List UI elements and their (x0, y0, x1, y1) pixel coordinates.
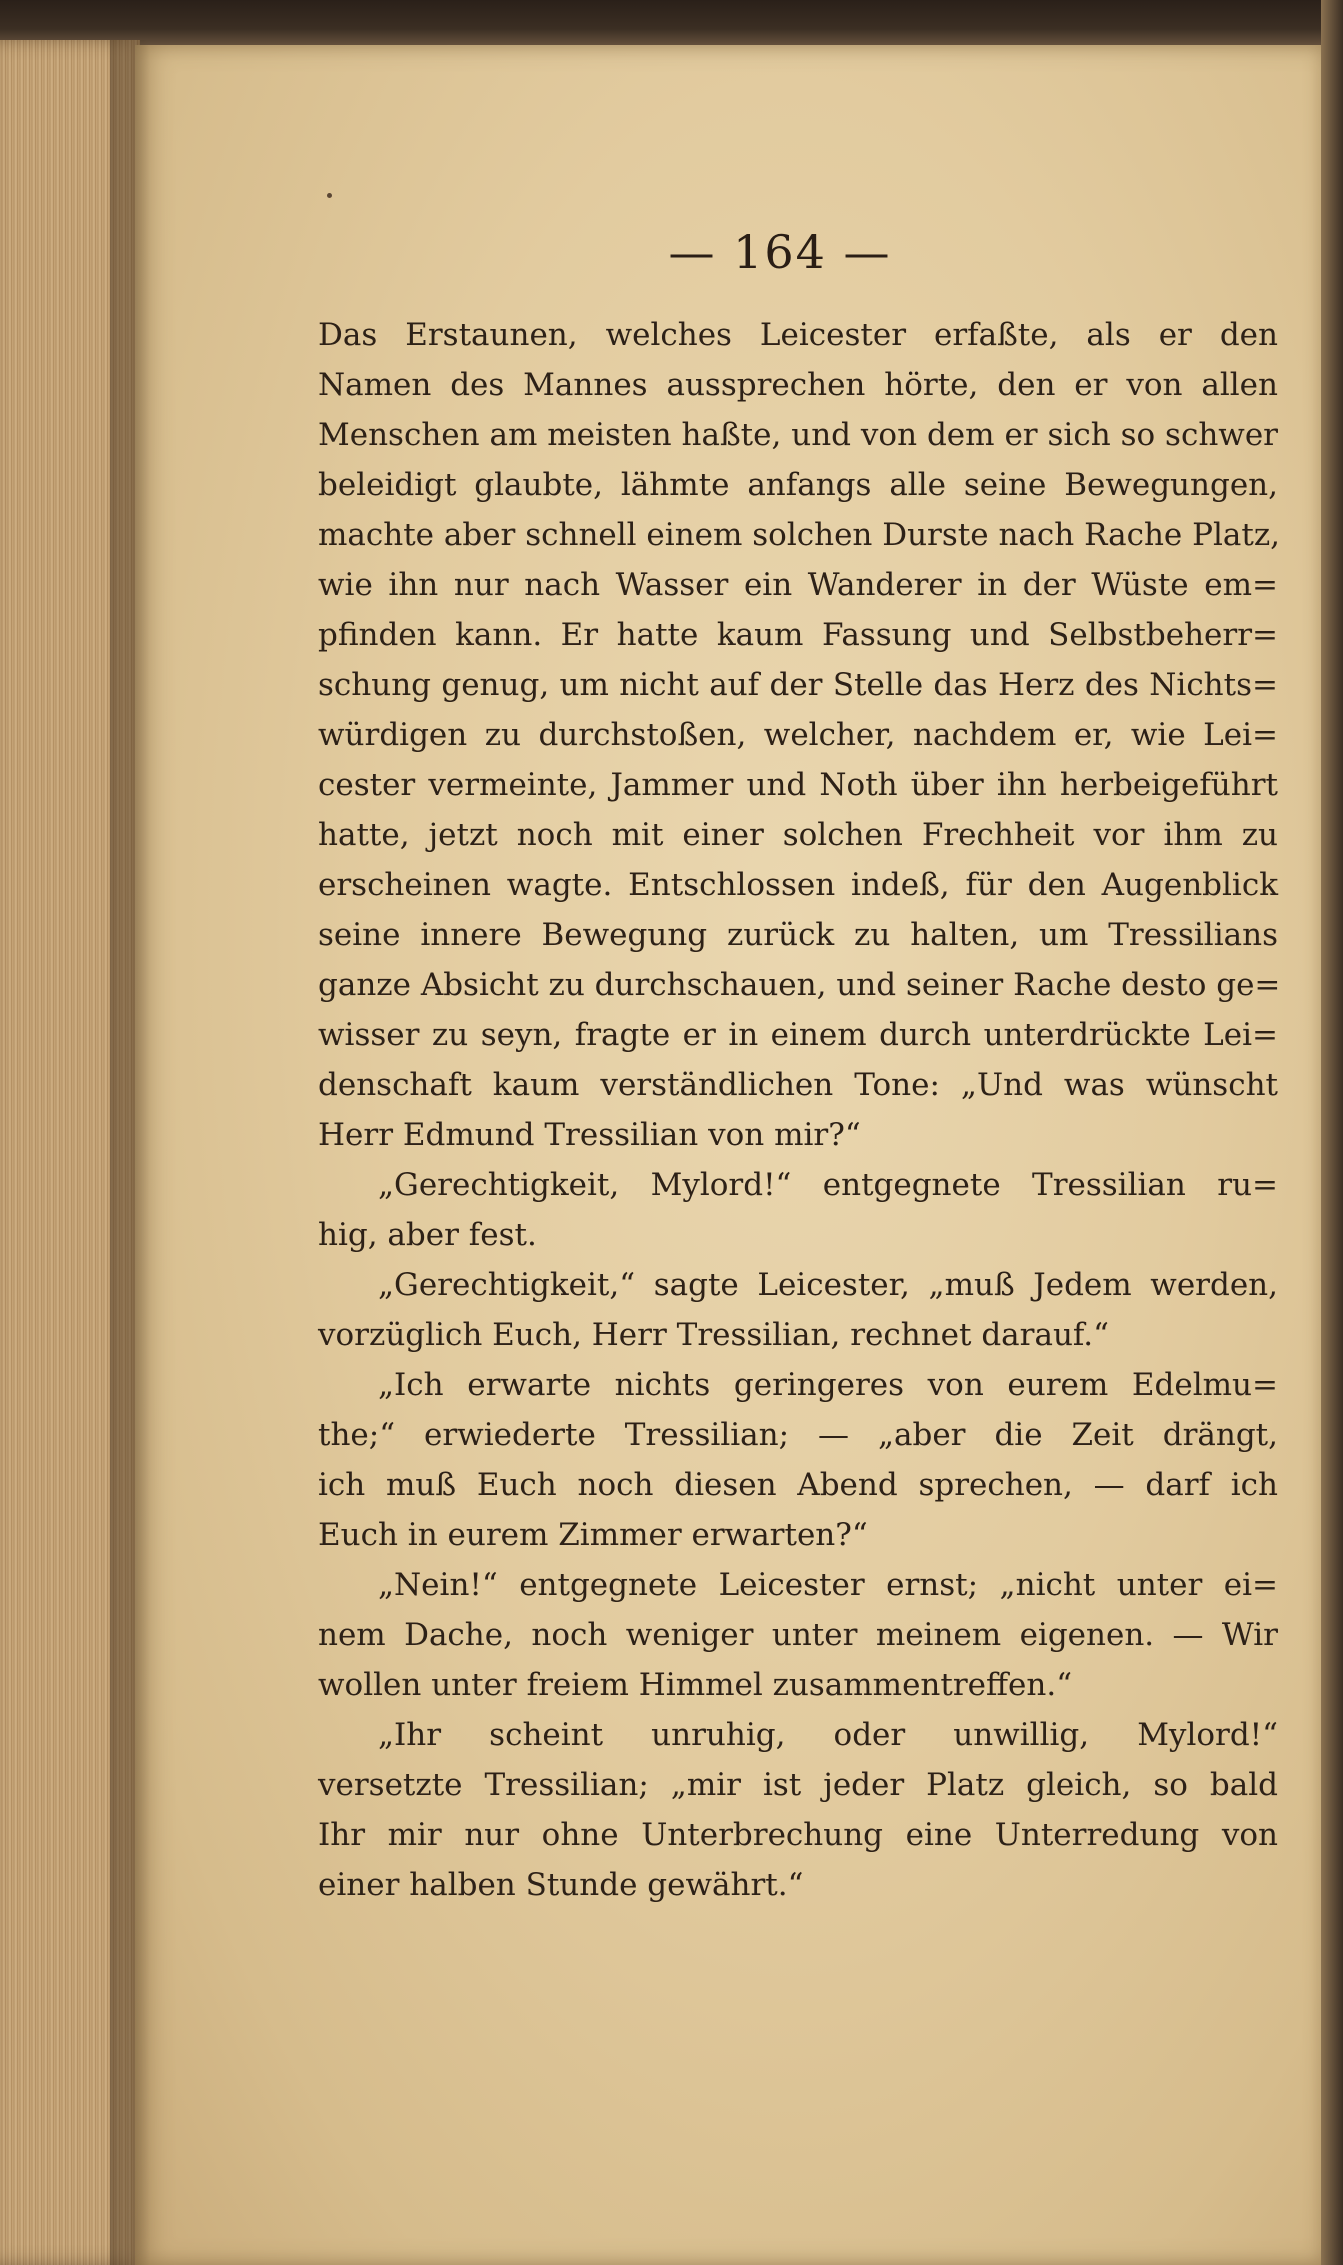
text-line: vorzüglich Euch, Herr Tressilian, rechnet darauf.“ (318, 1317, 1109, 1353)
text-line: the;“ erwiederte Tressilian; — „aber die Zeit drängt, (318, 1417, 1278, 1453)
text-line: würdigen zu durchstoßen, welcher, nachdem er, wie Lei= (318, 717, 1278, 753)
page-number: — 164 — (668, 225, 892, 279)
text-line: schung genug, um nicht auf der Stelle das Herz des Nichts= (318, 667, 1278, 703)
text-line: Menschen am meisten haßte, und von dem er sich so schwer (318, 417, 1278, 453)
text-line: „Nein!“ entgegnete Leicester ernst; „nicht unter ei= (378, 1567, 1278, 1603)
text-line: hatte, jetzt noch mit einer solchen Frechheit vor ihm zu (318, 817, 1278, 853)
right-edge (1321, 0, 1343, 2265)
text-line: Namen des Mannes aussprechen hörte, den er von allen (318, 367, 1278, 403)
text-line: hig, aber fest. (318, 1217, 537, 1253)
text-line: „Gerechtigkeit,“ sagte Leicester, „muß Jedem werden, (378, 1267, 1278, 1303)
text-line: nem Dache, noch weniger unter meinem eigenen. — Wir (318, 1617, 1278, 1653)
text-line: seine innere Bewegung zurück zu halten, um Tressilians (318, 917, 1278, 953)
text-line: pfinden kann. Er hatte kaum Fassung und Selbstbeherr= (318, 617, 1278, 653)
text-line: machte aber schnell einem solchen Durste nach Rache Platz, (318, 517, 1281, 553)
text-line: Das Erstaunen, welches Leicester erfaßte, als er den (318, 317, 1278, 353)
text-line: cester vermeinte, Jammer und Noth über ihn herbeigeführt (318, 767, 1278, 803)
text-line: „Ich erwarte nichts geringeres von eurem Edelmu= (378, 1367, 1278, 1403)
text-line: ich muß Euch noch diesen Abend sprechen, — darf ich (318, 1467, 1278, 1503)
text-line: „Gerechtigkeit, Mylord!“ entgegnete Tressilian ru= (378, 1167, 1278, 1203)
spine-shadow (110, 40, 150, 2265)
text-line: Euch in eurem Zimmer erwarten?“ (318, 1517, 868, 1553)
text-line: wie ihn nur nach Wasser ein Wanderer in der Wüste em= (318, 567, 1278, 603)
text-line: Herr Edmund Tressilian von mir?“ (318, 1117, 861, 1153)
text-line: denschaft kaum verständlichen Tone: „Und was wünscht (318, 1067, 1278, 1103)
ink-speck (327, 193, 332, 198)
text-line: ganze Absicht zu durchschauen, und seiner Rache desto ge= (318, 967, 1281, 1003)
text-line: „Ihr scheint unruhig, oder unwillig, Mylord!“ (378, 1717, 1278, 1753)
text-line: erscheinen wagte. Entschlossen indeß, für den Augenblick (318, 867, 1278, 903)
text-line: Ihr mir nur ohne Unterbrechung eine Unterredung von (318, 1817, 1278, 1853)
text-line: wollen unter freiem Himmel zusammentreffen.“ (318, 1667, 1073, 1703)
page-text (318, 310, 1281, 1910)
text-line: beleidigt glaubte, lähmte anfangs alle seine Bewegungen, (318, 467, 1278, 503)
text-line: versetzte Tressilian; „mir ist jeder Platz gleich, so bald (318, 1767, 1278, 1803)
binding-top (0, 0, 1343, 48)
text-line: einer halben Stunde gewährt.“ (318, 1867, 804, 1903)
text-line: wisser zu seyn, fragte er in einem durch unterdrückte Lei= (318, 1017, 1278, 1053)
